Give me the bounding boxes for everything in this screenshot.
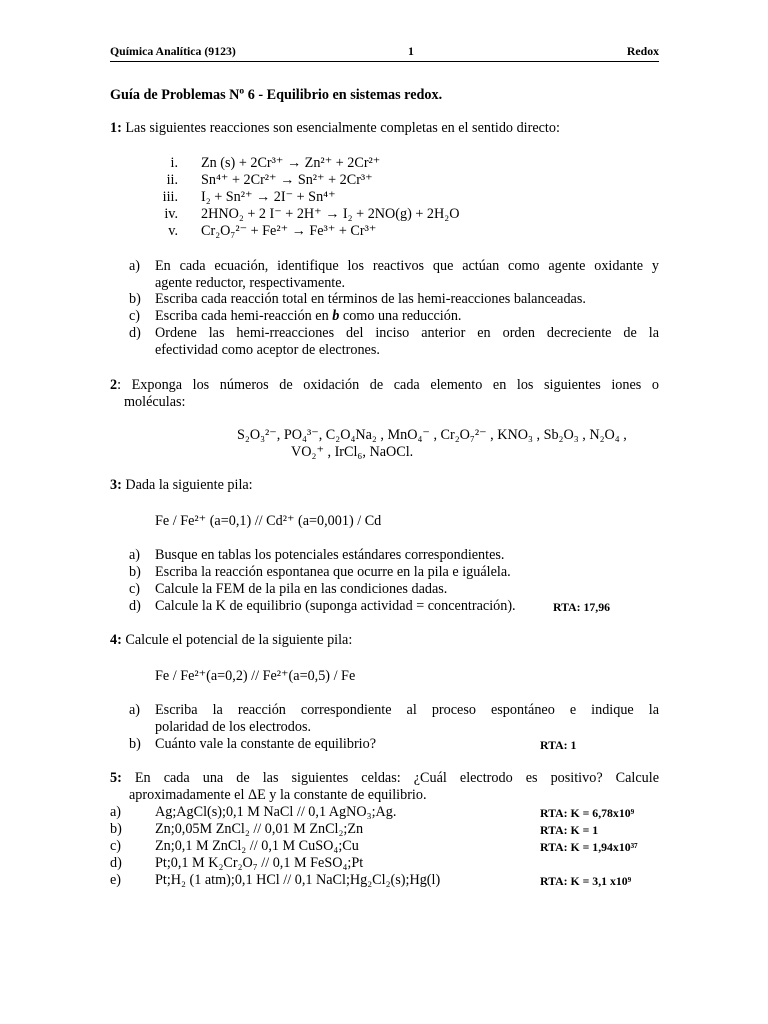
problem-5-statement: 5: En cada una de las siguientes celdas: ¿Cuál electrodo es positivo? Calcule <box>110 770 659 786</box>
answer-label: RTA: K = 1,94x10³⁷ <box>540 840 638 854</box>
item-label: a) <box>129 258 141 274</box>
answer-label: RTA: 1 <box>540 738 577 752</box>
item-label: b) <box>110 821 122 837</box>
page-header <box>110 44 659 62</box>
item-text: Escriba cada reacción total en términos de las hemi-reacciones balanceadas. <box>155 291 586 307</box>
item-text: Escriba la reacción espontanea que ocurre en la pila e iguálela. <box>155 564 511 580</box>
cell-notation: Fe / Fe²⁺ (a=0,1) // Cd²⁺ (a=0,001) / Cd <box>155 513 382 529</box>
item-label: c) <box>110 838 122 854</box>
problem-1-statement: 1: Las siguientes reacciones son esencialmente completas en el sentido directo: <box>110 120 560 136</box>
item-text: Busque en tablas los potenciales estándares correspondientes. <box>155 547 505 563</box>
item-text: Ag;AgCl(s);0,1 M NaCl // 0,1 AgNO₃;Ag. <box>155 804 397 820</box>
problem-2-statement-cont: moléculas: <box>124 394 186 410</box>
item-label: b) <box>129 736 141 752</box>
item-label: a) <box>110 804 122 820</box>
item-label: b) <box>129 291 141 307</box>
item-label: d) <box>129 325 141 341</box>
problem-3-number: 3: <box>110 477 122 493</box>
topic-label: Redox <box>626 44 659 58</box>
problem-4-statement: 4: Calcule el potencial de la siguiente pila: <box>110 632 353 648</box>
answer-label: RTA: K = 1 <box>540 823 599 837</box>
page-number: 1 <box>408 44 414 58</box>
problem-2-number: 2 <box>110 377 118 393</box>
item-text: efectividad como aceptor de electrones. <box>155 342 380 358</box>
item-text: Zn;0,1 M ZnCl₂ // 0,1 M CuSO₄;Cu <box>155 838 359 854</box>
problem-4-number: 4: <box>110 632 122 648</box>
item-text: Zn;0,05M ZnCl₂ // 0,01 M ZnCl₂;Zn <box>155 821 364 837</box>
item-text: Calcule la FEM de la pila en las condiciones dadas. <box>155 581 448 597</box>
problem-5-statement-cont: aproximadamente el ΔE y la constante de equilibrio. <box>129 787 427 803</box>
reaction-numeral: iv. <box>164 206 178 222</box>
problem-5-number: 5: <box>110 770 122 786</box>
answer-label: RTA: K = 3,1 x10⁹ <box>540 874 632 888</box>
item-label: c) <box>129 581 141 597</box>
item-text: Escriba la reacción correspondiente al proceso espontáneo e indique la <box>155 702 659 718</box>
reaction-numeral: v. <box>168 223 178 239</box>
item-label: d) <box>129 598 141 614</box>
item-label: d) <box>110 855 122 871</box>
reaction-numeral: i. <box>170 155 178 171</box>
item-text: polaridad de los electrodos. <box>155 719 312 735</box>
species-list: S₂O₃²⁻, PO₄³⁻, C₂O₄Na₂ , MnO₄⁻ , Cr₂O₇²⁻ , KNO₃ , Sb₂O₃ , N₂O₄ , <box>237 427 627 443</box>
item-label: b) <box>129 564 141 580</box>
species-list: VO₂⁺ , IrCl₆, NaOCl. <box>291 444 414 460</box>
cell-notation: Fe / Fe²⁺(a=0,2) // Fe²⁺(a=0,5) / Fe <box>155 668 356 684</box>
item-text: agente reductor, respectivamente. <box>155 275 346 291</box>
reaction-equation: 2HNO₂ + 2 I⁻ + 2H⁺ → I₂ + 2NO(g) + 2H₂O <box>201 206 460 222</box>
problem-1-number: 1: <box>110 120 122 136</box>
item-text: En cada ecuación, identifique los reactivos que actúan como agente oxidante y <box>155 258 659 274</box>
course-name: Química Analítica (9123) <box>110 44 236 58</box>
item-label: a) <box>129 547 141 563</box>
item-text: Pt;H₂ (1 atm);0,1 HCl // 0,1 NaCl;Hg₂Cl₂(s);Hg(l) <box>155 872 441 888</box>
reaction-equation: Zn (s) + 2Cr³⁺ → Zn²⁺ + 2Cr²⁺ <box>201 155 381 171</box>
item-text: Cuánto vale la constante de equilibrio? <box>155 736 377 752</box>
item-label: c) <box>129 308 141 324</box>
item-text: Escriba cada hemi-reacción en b como una reducción. <box>155 308 462 324</box>
item-label: a) <box>129 702 141 718</box>
problem-2-statement: 2: Exponga los números de oxidación de cada elemento en los siguientes iones o <box>110 377 659 393</box>
reaction-equation: Sn⁴⁺ + 2Cr²⁺ → Sn²⁺ + 2Cr³⁺ <box>201 172 373 188</box>
answer-label: RTA: 17,96 <box>553 600 611 614</box>
reaction-numeral: ii. <box>166 172 178 188</box>
reaction-numeral: iii. <box>162 189 178 205</box>
reaction-equation: Cr₂O₇²⁻ + Fe²⁺ → Fe³⁺ + Cr³⁺ <box>201 223 377 239</box>
page-title: Guía de Problemas $N^o$ 6 - Equilibrio en sistemas redox. <box>110 86 443 103</box>
item-text: Pt;0,1 M K₂Cr₂O₇ // 0,1 M FeSO₄;Pt <box>155 855 364 871</box>
item-text: Ordene las hemi-rreacciones del inciso anterior en orden decreciente de la <box>155 325 659 341</box>
item-text: Calcule la K de equilibrio (suponga actividad = concentración). <box>155 598 516 614</box>
item-label: e) <box>110 872 122 888</box>
answer-label: RTA: K = 6,78x10⁹ <box>540 806 635 820</box>
reaction-equation: I₂ + Sn²⁺ → 2I⁻ + Sn⁴⁺ <box>201 189 336 205</box>
problem-3-statement: 3: Dada la siguiente pila: <box>110 477 253 493</box>
